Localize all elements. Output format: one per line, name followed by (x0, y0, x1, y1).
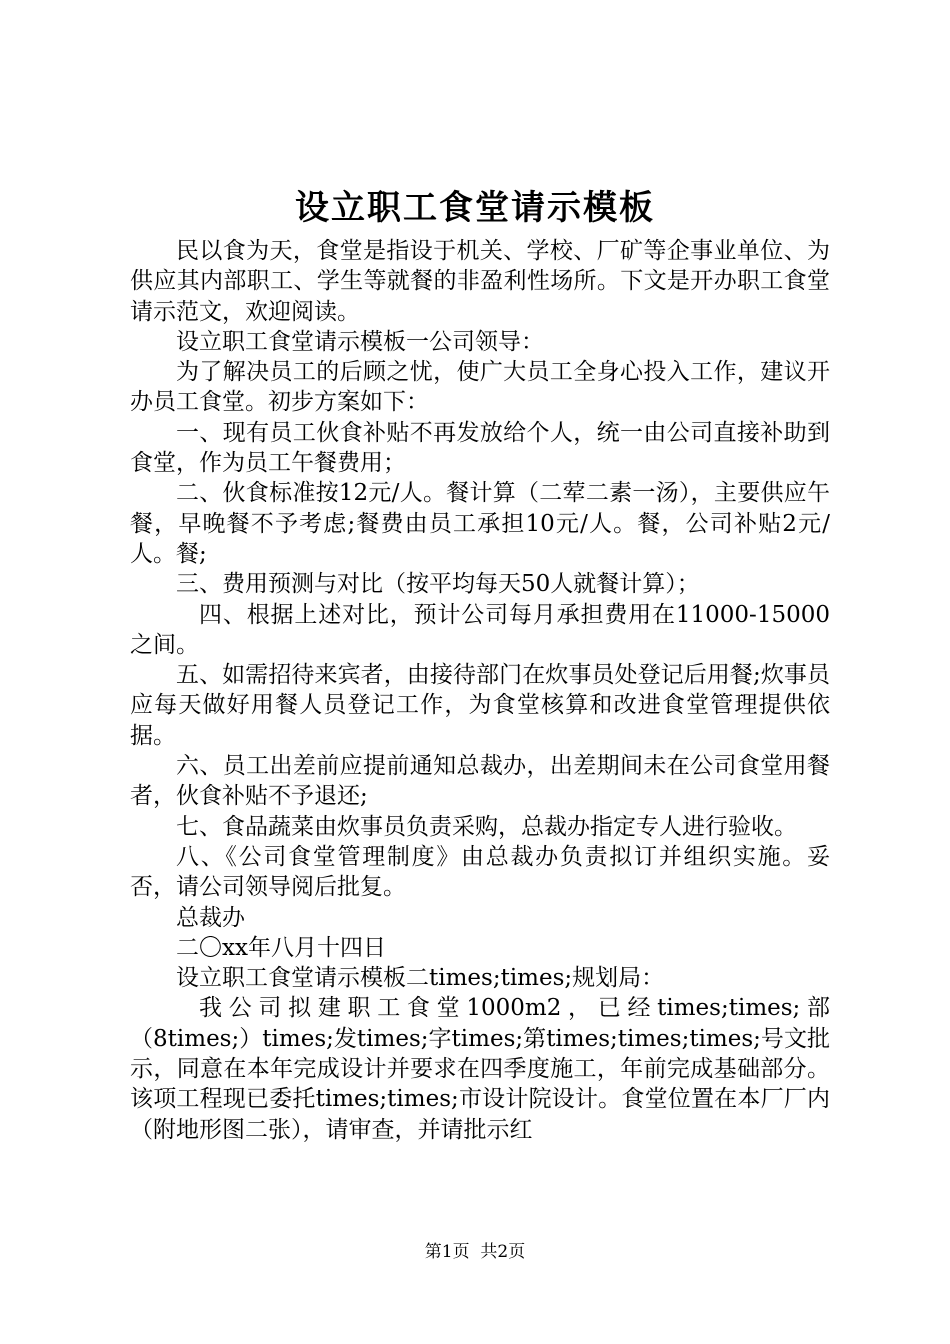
page-number-footer: 第1页 共2页 (424, 1242, 526, 1262)
proposal-paragraph: 为了解决员工的后顾之忧，使广大员工全身心投入工作，建议开办员工食堂。初步方案如下： (130, 359, 830, 416)
item-seven-paragraph: 七、食品蔬菜由炊事员负责采购，总裁办指定专人进行验收。 (176, 813, 797, 840)
intro-paragraph: 民以食为天，食堂是指设于机关、学校、厂矿等企事业单位、为供应其内部职工、学生等就餐的非盈利性场所。下文是开办职工食堂请示范文，欢迎阅读。 (130, 238, 830, 325)
signature-department: 总裁办 (176, 904, 245, 931)
template-two-body: 我公司拟建职工食堂1000m2，已经times;times;部（8times;）times;发times;字times;第times;times;times;号文批示，同意在本年完成设计并要求在四季度施工，年前完成基础部分。该项工程现已委托times;times;市设计院设计。食堂位置在本厂厂内（附地形图二张），请审查，并请批示红 (130, 995, 830, 1143)
item-three-paragraph: 三、费用预测与对比（按平均每天50人就餐计算）； (176, 571, 700, 598)
item-one-paragraph: 一、现有员工伙食补贴不再发放给个人，统一由公司直接补助到食堂，作为员工午餐费用； (130, 419, 830, 477)
template-one-heading: 设立职工食堂请示模板一公司领导： (176, 328, 544, 355)
item-two-paragraph: 二、伙食标准按12元/人。餐计算（二荤二素一汤），主要供应午餐，早晚餐不予考虑;餐费由员工承担10元/人。餐，公司补贴2元/人。餐; (130, 480, 830, 567)
item-four-paragraph: 四、根据上述对比，预计公司每月承担费用在11000-15000之间。 (130, 601, 830, 658)
item-five-paragraph: 五、如需招待来宾者，由接待部门在炊事员处登记后用餐;炊事员应每天做好用餐人员登记工作，为食堂核算和改进食堂管理提供依据。 (130, 662, 830, 749)
item-eight-paragraph: 八、《公司食堂管理制度》由总裁办负责拟订并组织实施。妥否，请公司领导阅后批复。 (130, 843, 830, 901)
template-two-heading: 设立职工食堂请示模板二times;times;规划局： (176, 965, 665, 992)
signature-date: 二〇xx年八月十四日 (176, 934, 386, 961)
document-body (130, 236, 830, 1145)
item-six-paragraph: 六、员工出差前应提前通知总裁办，出差期间未在公司食堂用餐者，伙食补贴不予退还; (130, 753, 830, 810)
document-title: 设立职工食堂请示模板 (295, 188, 655, 228)
